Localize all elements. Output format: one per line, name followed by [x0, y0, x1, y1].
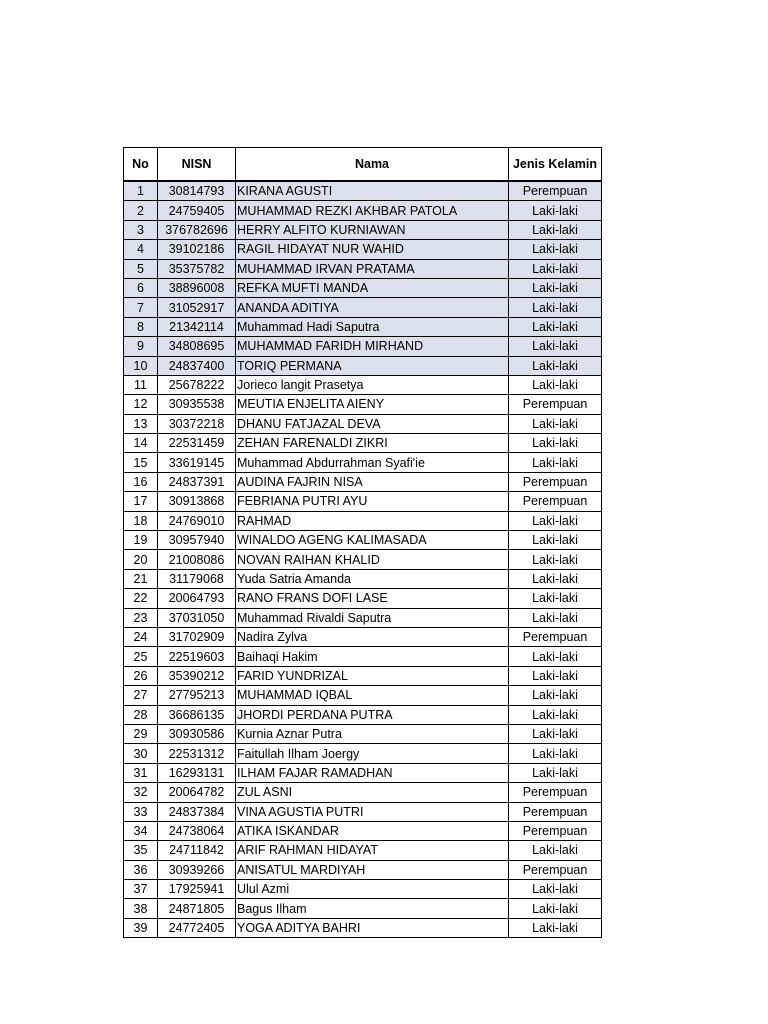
table-row: [124, 744, 602, 763]
table-row: [124, 860, 602, 879]
table-row: [124, 181, 602, 201]
cell-jenis-kelamin: Laki-laki: [509, 317, 602, 336]
cell-jenis-kelamin: Laki-laki: [509, 337, 602, 356]
cell-nama: FEBRIANA PUTRI AYU: [236, 492, 509, 511]
cell-jenis-kelamin: Laki-laki: [509, 550, 602, 569]
cell-no: 33: [124, 802, 158, 821]
cell-jenis-kelamin: Laki-laki: [509, 744, 602, 763]
cell-nisn: 22531312: [158, 744, 236, 763]
cell-nama: Ulul Azmi: [236, 880, 509, 899]
cell-no: 4: [124, 240, 158, 259]
cell-no: 31: [124, 763, 158, 782]
cell-nama: MUHAMMAD IQBAL: [236, 686, 509, 705]
cell-no: 21: [124, 569, 158, 588]
cell-nisn: 30913868: [158, 492, 236, 511]
cell-jenis-kelamin: Laki-laki: [509, 705, 602, 724]
table-row: [124, 899, 602, 918]
cell-no: 10: [124, 356, 158, 375]
cell-nisn: 30935538: [158, 395, 236, 414]
cell-no: 20: [124, 550, 158, 569]
cell-jenis-kelamin: Laki-laki: [509, 841, 602, 860]
cell-nama: Baihaqi Hakim: [236, 647, 509, 666]
cell-nama: AUDINA FAJRIN NISA: [236, 472, 509, 491]
header-jenis-kelamin: Jenis Kelamin: [509, 148, 602, 182]
cell-nisn: 30372218: [158, 414, 236, 433]
cell-nama: RAGIL HIDAYAT NUR WAHID: [236, 240, 509, 259]
cell-no: 1: [124, 181, 158, 201]
table-header-row: [124, 148, 602, 182]
cell-jenis-kelamin: Laki-laki: [509, 686, 602, 705]
cell-nisn: 38896008: [158, 278, 236, 297]
cell-no: 8: [124, 317, 158, 336]
cell-no: 17: [124, 492, 158, 511]
cell-nama: RANO FRANS DOFI LASE: [236, 589, 509, 608]
cell-nama: ANANDA ADITIYA: [236, 298, 509, 317]
table-row: [124, 492, 602, 511]
cell-nisn: 36686135: [158, 705, 236, 724]
cell-jenis-kelamin: Laki-laki: [509, 511, 602, 530]
table-row: [124, 414, 602, 433]
cell-no: 24: [124, 627, 158, 646]
table-row: [124, 531, 602, 550]
cell-jenis-kelamin: Laki-laki: [509, 259, 602, 278]
table-row: [124, 763, 602, 782]
cell-nisn: 24772405: [158, 918, 236, 937]
table-row: [124, 511, 602, 530]
cell-no: 35: [124, 841, 158, 860]
cell-nama: MUHAMMAD FARIDH MIRHAND: [236, 337, 509, 356]
cell-nisn: 21008086: [158, 550, 236, 569]
cell-nisn: 25678222: [158, 375, 236, 394]
cell-no: 19: [124, 531, 158, 550]
cell-no: 30: [124, 744, 158, 763]
cell-nama: Faitullah Ilham Joergy: [236, 744, 509, 763]
cell-jenis-kelamin: Perempuan: [509, 492, 602, 511]
cell-nisn: 35390212: [158, 666, 236, 685]
cell-nisn: 31702909: [158, 627, 236, 646]
table-row: [124, 724, 602, 743]
cell-no: 7: [124, 298, 158, 317]
cell-jenis-kelamin: Perempuan: [509, 860, 602, 879]
table-row: [124, 278, 602, 297]
cell-no: 6: [124, 278, 158, 297]
student-table: [123, 147, 602, 938]
cell-no: 2: [124, 201, 158, 220]
cell-no: 23: [124, 608, 158, 627]
table-row: [124, 220, 602, 239]
cell-nama: Bagus Ilham: [236, 899, 509, 918]
table-row: [124, 472, 602, 491]
cell-nisn: 33619145: [158, 453, 236, 472]
cell-jenis-kelamin: Laki-laki: [509, 724, 602, 743]
cell-nama: NOVAN RAIHAN KHALID: [236, 550, 509, 569]
cell-nama: KIRANA AGUSTI: [236, 181, 509, 201]
cell-nama: ATIKA ISKANDAR: [236, 821, 509, 840]
cell-nama: Muhammad Abdurrahman Syafi'ie: [236, 453, 509, 472]
cell-nisn: 27795213: [158, 686, 236, 705]
header-nisn: NISN: [158, 148, 236, 182]
cell-jenis-kelamin: Laki-laki: [509, 880, 602, 899]
cell-jenis-kelamin: Laki-laki: [509, 569, 602, 588]
cell-nisn: 39102186: [158, 240, 236, 259]
cell-nisn: 35375782: [158, 259, 236, 278]
cell-nisn: 21342114: [158, 317, 236, 336]
cell-nama: ZUL ASNI: [236, 783, 509, 802]
cell-jenis-kelamin: Laki-laki: [509, 434, 602, 453]
cell-nisn: 376782696: [158, 220, 236, 239]
table-row: [124, 240, 602, 259]
cell-nama: JHORDI PERDANA PUTRA: [236, 705, 509, 724]
cell-no: 32: [124, 783, 158, 802]
cell-nama: ILHAM FAJAR RAMADHAN: [236, 763, 509, 782]
cell-nama: TORIQ PERMANA: [236, 356, 509, 375]
cell-no: 13: [124, 414, 158, 433]
table-row: [124, 821, 602, 840]
cell-no: 14: [124, 434, 158, 453]
cell-nisn: 16293131: [158, 763, 236, 782]
cell-jenis-kelamin: Laki-laki: [509, 899, 602, 918]
cell-nama: ZEHAN FARENALDI ZIKRI: [236, 434, 509, 453]
cell-no: 27: [124, 686, 158, 705]
table-row: [124, 569, 602, 588]
cell-jenis-kelamin: Laki-laki: [509, 763, 602, 782]
cell-nama: Muhammad Hadi Saputra: [236, 317, 509, 336]
table-body: [124, 181, 602, 938]
cell-no: 3: [124, 220, 158, 239]
table-row: [124, 666, 602, 685]
table-row: [124, 395, 602, 414]
table-row: [124, 337, 602, 356]
cell-nama: YOGA ADITYA BAHRI: [236, 918, 509, 937]
cell-jenis-kelamin: Perempuan: [509, 821, 602, 840]
cell-no: 11: [124, 375, 158, 394]
cell-nisn: 31179068: [158, 569, 236, 588]
cell-nisn: 34808695: [158, 337, 236, 356]
table-row: [124, 259, 602, 278]
header-no: No: [124, 148, 158, 182]
cell-jenis-kelamin: Laki-laki: [509, 375, 602, 394]
cell-no: 29: [124, 724, 158, 743]
cell-jenis-kelamin: Laki-laki: [509, 666, 602, 685]
cell-no: 18: [124, 511, 158, 530]
cell-jenis-kelamin: Perempuan: [509, 181, 602, 201]
cell-nama: VINA AGUSTIA PUTRI: [236, 802, 509, 821]
cell-nama: RAHMAD: [236, 511, 509, 530]
table-row: [124, 608, 602, 627]
cell-nama: MEUTIA ENJELITA AIENY: [236, 395, 509, 414]
cell-nisn: 22519603: [158, 647, 236, 666]
table-row: [124, 375, 602, 394]
table-row: [124, 453, 602, 472]
table-row: [124, 686, 602, 705]
cell-jenis-kelamin: Laki-laki: [509, 414, 602, 433]
cell-jenis-kelamin: Laki-laki: [509, 453, 602, 472]
cell-nisn: 24837400: [158, 356, 236, 375]
cell-nama: DHANU FATJAZAL DEVA: [236, 414, 509, 433]
cell-jenis-kelamin: Perempuan: [509, 395, 602, 414]
table-row: [124, 356, 602, 375]
cell-nisn: 22531459: [158, 434, 236, 453]
cell-nisn: 24759405: [158, 201, 236, 220]
cell-nisn: 30939266: [158, 860, 236, 879]
cell-jenis-kelamin: Laki-laki: [509, 278, 602, 297]
cell-nisn: 31052917: [158, 298, 236, 317]
cell-nama: Muhammad Rivaldi Saputra: [236, 608, 509, 627]
cell-nama: REFKA MUFTI MANDA: [236, 278, 509, 297]
cell-nisn: 24711842: [158, 841, 236, 860]
cell-nama: FARID YUNDRIZAL: [236, 666, 509, 685]
cell-no: 22: [124, 589, 158, 608]
cell-jenis-kelamin: Laki-laki: [509, 531, 602, 550]
cell-no: 12: [124, 395, 158, 414]
cell-no: 15: [124, 453, 158, 472]
cell-nama: Kurnia Aznar Putra: [236, 724, 509, 743]
cell-nama: WINALDO AGENG KALIMASADA: [236, 531, 509, 550]
cell-nisn: 24837391: [158, 472, 236, 491]
table-row: [124, 434, 602, 453]
table-row: [124, 627, 602, 646]
cell-nisn: 30930586: [158, 724, 236, 743]
cell-nisn: 24837384: [158, 802, 236, 821]
cell-jenis-kelamin: Perempuan: [509, 783, 602, 802]
cell-no: 39: [124, 918, 158, 937]
cell-jenis-kelamin: Laki-laki: [509, 356, 602, 375]
table-row: [124, 647, 602, 666]
table-row: [124, 298, 602, 317]
table-row: [124, 589, 602, 608]
cell-jenis-kelamin: Laki-laki: [509, 240, 602, 259]
table-row: [124, 201, 602, 220]
cell-jenis-kelamin: Laki-laki: [509, 201, 602, 220]
table-row: [124, 802, 602, 821]
cell-nisn: 20064793: [158, 589, 236, 608]
cell-nisn: 24769010: [158, 511, 236, 530]
cell-jenis-kelamin: Perempuan: [509, 472, 602, 491]
header-nama: Nama: [236, 148, 509, 182]
table-row: [124, 783, 602, 802]
table-row: [124, 918, 602, 937]
cell-no: 25: [124, 647, 158, 666]
cell-no: 16: [124, 472, 158, 491]
cell-jenis-kelamin: Laki-laki: [509, 220, 602, 239]
cell-jenis-kelamin: Perempuan: [509, 802, 602, 821]
cell-nama: MUHAMMAD REZKI AKHBAR PATOLA: [236, 201, 509, 220]
cell-no: 34: [124, 821, 158, 840]
cell-jenis-kelamin: Laki-laki: [509, 298, 602, 317]
cell-nama: MUHAMMAD IRVAN PRATAMA: [236, 259, 509, 278]
table-row: [124, 841, 602, 860]
cell-nama: Yuda Satria Amanda: [236, 569, 509, 588]
cell-no: 37: [124, 880, 158, 899]
cell-nisn: 30957940: [158, 531, 236, 550]
cell-jenis-kelamin: Laki-laki: [509, 918, 602, 937]
cell-no: 9: [124, 337, 158, 356]
cell-nama: Jorieco langit Prasetya: [236, 375, 509, 394]
table-row: [124, 705, 602, 724]
cell-no: 5: [124, 259, 158, 278]
cell-no: 38: [124, 899, 158, 918]
cell-nama: ARIF RAHMAN HIDAYAT: [236, 841, 509, 860]
cell-jenis-kelamin: Laki-laki: [509, 647, 602, 666]
cell-nisn: 24871805: [158, 899, 236, 918]
cell-jenis-kelamin: Laki-laki: [509, 589, 602, 608]
cell-nisn: 20064782: [158, 783, 236, 802]
cell-nisn: 24738064: [158, 821, 236, 840]
cell-no: 26: [124, 666, 158, 685]
cell-jenis-kelamin: Perempuan: [509, 627, 602, 646]
cell-nama: ANISATUL MARDIYAH: [236, 860, 509, 879]
table-row: [124, 880, 602, 899]
cell-nama: Nadira Zylva: [236, 627, 509, 646]
cell-no: 28: [124, 705, 158, 724]
cell-nisn: 37031050: [158, 608, 236, 627]
table-row: [124, 317, 602, 336]
table-row: [124, 550, 602, 569]
cell-jenis-kelamin: Laki-laki: [509, 608, 602, 627]
cell-no: 36: [124, 860, 158, 879]
cell-nisn: 17925941: [158, 880, 236, 899]
cell-nisn: 30814793: [158, 181, 236, 201]
cell-nama: HERRY ALFITO KURNIAWAN: [236, 220, 509, 239]
